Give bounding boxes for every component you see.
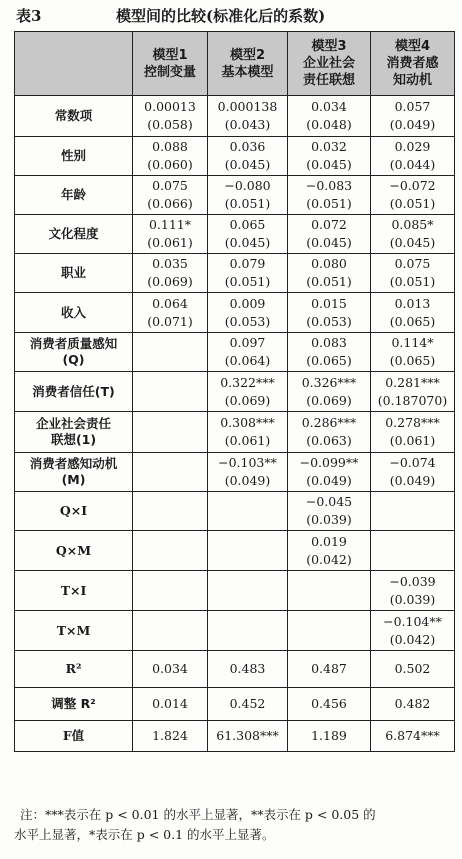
table-cell-model-1 bbox=[133, 254, 208, 293]
row-label bbox=[15, 531, 133, 571]
coefficient: 0.097 bbox=[229, 335, 266, 350]
row-label bbox=[15, 453, 133, 492]
row-label-text-cont: (Q) bbox=[62, 352, 85, 367]
coefficient: 0.322*** bbox=[220, 374, 275, 390]
row-label-text: 收入 bbox=[60, 304, 86, 320]
standard-error: (0.069) bbox=[224, 392, 271, 408]
table-cell-model-4 bbox=[371, 721, 455, 752]
table-cell-model-4 bbox=[371, 293, 455, 333]
table-note bbox=[14, 805, 454, 845]
table-cell-model-4 bbox=[371, 333, 455, 372]
table-cell-model-1 bbox=[133, 293, 208, 333]
coefficient: 0.080 bbox=[311, 256, 347, 271]
coefficient: 0.035 bbox=[152, 256, 188, 271]
table-row-t-x-i bbox=[15, 571, 455, 611]
row-label-text: 年龄 bbox=[60, 187, 86, 202]
coefficient: 1.824 bbox=[152, 728, 188, 743]
coefficient: 0.456 bbox=[311, 696, 347, 711]
table-cell-model-2 bbox=[208, 137, 288, 176]
row-label bbox=[15, 651, 133, 688]
row-label-text: 消费者感知动机 bbox=[29, 456, 118, 471]
model-name: 模型4 bbox=[394, 39, 431, 54]
standard-error: (0.071) bbox=[147, 313, 193, 329]
table-cell-model-2 bbox=[208, 215, 288, 254]
coefficient: 0.286*** bbox=[301, 415, 357, 430]
coefficient: 0.482 bbox=[394, 696, 431, 711]
row-label bbox=[15, 372, 133, 412]
table-cell-model-3 bbox=[288, 688, 371, 721]
row-label bbox=[15, 333, 133, 372]
table-row-income bbox=[15, 293, 455, 333]
coefficient: 0.034 bbox=[152, 661, 188, 676]
table-title: 模型间的比较(标准化后的系数) bbox=[116, 7, 326, 25]
table-cell-model-2 bbox=[208, 531, 288, 571]
table-cell-model-2 bbox=[208, 453, 288, 492]
row-label-text: 常数项 bbox=[54, 108, 93, 123]
row-label-text: R² bbox=[65, 661, 82, 676]
table-row-q-x-m bbox=[15, 531, 455, 571]
row-label-text-cont: 联想(1) bbox=[50, 432, 97, 447]
row-label-text: 消费者信任(T) bbox=[32, 383, 115, 399]
coefficient: 0.000138 bbox=[217, 99, 278, 114]
table-cell-model-4 bbox=[371, 688, 455, 721]
standard-error: (0.065) bbox=[389, 353, 436, 368]
standard-error: (0.043) bbox=[224, 117, 271, 132]
table-row-adjusted-r-squared bbox=[15, 688, 455, 721]
table-row-r-squared bbox=[15, 651, 455, 688]
table-cell-model-1 bbox=[133, 688, 208, 721]
row-label-text: 职业 bbox=[60, 265, 86, 280]
table-body bbox=[15, 96, 455, 752]
table-cell-model-1 bbox=[133, 611, 208, 651]
note-line-2: 水平上显著，*表示在 p < 0.1 的水平上显著。 bbox=[14, 827, 275, 842]
standard-error: (0.051) bbox=[306, 274, 352, 289]
coefficient: 0.064 bbox=[152, 295, 188, 311]
table-cell-model-1 bbox=[133, 651, 208, 688]
coefficient: −0.080 bbox=[224, 178, 271, 193]
header-model-2 bbox=[208, 32, 288, 96]
table-row-f-value bbox=[15, 721, 455, 752]
model-desc: 控制变量 bbox=[143, 64, 196, 80]
header-corner bbox=[15, 32, 133, 96]
standard-error: (0.039) bbox=[306, 512, 352, 527]
standard-error: (0.061) bbox=[147, 235, 193, 250]
standard-error: (0.053) bbox=[224, 313, 271, 329]
coefficient: 0.032 bbox=[311, 139, 347, 154]
standard-error: (0.051) bbox=[224, 196, 271, 211]
coefficient: 0.114* bbox=[391, 335, 434, 350]
table-cell-model-4 bbox=[371, 453, 455, 492]
row-label-text: T×M bbox=[56, 622, 91, 638]
coefficient: 1.189 bbox=[311, 728, 347, 743]
model-name: 模型2 bbox=[229, 47, 266, 63]
model-comparison-table bbox=[14, 31, 455, 752]
table-row-q-x-i bbox=[15, 492, 455, 531]
coefficient: −0.083 bbox=[305, 178, 353, 193]
row-label bbox=[15, 176, 133, 215]
table-cell-model-2 bbox=[208, 372, 288, 412]
table-cell-model-3 bbox=[288, 453, 371, 492]
row-label bbox=[15, 721, 133, 752]
table-cell-model-4 bbox=[371, 571, 455, 611]
row-label bbox=[15, 254, 133, 293]
table-cell-model-1 bbox=[133, 492, 208, 531]
header-model-4 bbox=[371, 32, 455, 96]
table-cell-model-3 bbox=[288, 333, 371, 372]
row-label bbox=[15, 293, 133, 333]
standard-error: (0.066) bbox=[147, 196, 193, 211]
coefficient: 0.072 bbox=[311, 217, 347, 232]
standard-error: (0.042) bbox=[306, 551, 352, 567]
row-label bbox=[15, 137, 133, 176]
table-number: 表3 bbox=[16, 7, 42, 25]
coefficient: 61.308*** bbox=[216, 728, 279, 743]
coefficient: 0.034 bbox=[311, 99, 347, 114]
coefficient: 0.278*** bbox=[385, 415, 440, 430]
model-name: 模型3 bbox=[311, 39, 347, 54]
standard-error: (0.058) bbox=[147, 117, 193, 132]
standard-error: (0.044) bbox=[389, 157, 436, 172]
table-cell-model-1 bbox=[133, 96, 208, 137]
row-label bbox=[15, 412, 133, 453]
row-label-text: 性别 bbox=[60, 148, 86, 163]
table-cell-model-2 bbox=[208, 333, 288, 372]
table-cell-model-3 bbox=[288, 254, 371, 293]
table-cell-model-1 bbox=[133, 372, 208, 412]
table-cell-model-2 bbox=[208, 96, 288, 137]
model-name: 模型1 bbox=[152, 47, 188, 63]
row-label bbox=[15, 96, 133, 137]
table-cell-model-3 bbox=[288, 215, 371, 254]
standard-error: (0.053) bbox=[306, 313, 352, 329]
table-row-gender bbox=[15, 137, 455, 176]
row-label-text: 消费者质量感知 bbox=[29, 336, 118, 351]
table-cell-model-4 bbox=[371, 651, 455, 688]
standard-error: (0.042) bbox=[389, 631, 436, 647]
coefficient: 0.281*** bbox=[385, 374, 440, 390]
coefficient: 0.013 bbox=[394, 295, 431, 311]
table-cell-model-3 bbox=[288, 492, 371, 531]
standard-error: (0.039) bbox=[389, 591, 436, 607]
row-label bbox=[15, 571, 133, 611]
table-cell-model-1 bbox=[133, 333, 208, 372]
table-row-csr-association bbox=[15, 412, 455, 453]
coefficient: 0.308*** bbox=[220, 415, 275, 430]
table-row-perceived-motive bbox=[15, 453, 455, 492]
table-cell-model-4 bbox=[371, 254, 455, 293]
table-cell-model-3 bbox=[288, 137, 371, 176]
table-cell-model-4 bbox=[371, 96, 455, 137]
table-cell-model-3 bbox=[288, 651, 371, 688]
coefficient: −0.039 bbox=[389, 573, 436, 589]
standard-error: (0.049) bbox=[389, 473, 436, 488]
standard-error: (0.061) bbox=[389, 433, 436, 448]
table-cell-model-4 bbox=[371, 531, 455, 571]
standard-error: (0.061) bbox=[224, 433, 271, 448]
model-desc: 基本模型 bbox=[221, 64, 274, 80]
table-cell-model-3 bbox=[288, 571, 371, 611]
coefficient: 0.065 bbox=[229, 217, 266, 232]
coefficient: 0.075 bbox=[152, 178, 188, 193]
row-label bbox=[15, 492, 133, 531]
standard-error: (0.051) bbox=[306, 196, 352, 211]
table-row-trust bbox=[15, 372, 455, 412]
table-cell-model-2 bbox=[208, 571, 288, 611]
table-row-education bbox=[15, 215, 455, 254]
standard-error: (0.045) bbox=[224, 235, 271, 250]
header-model-1 bbox=[133, 32, 208, 96]
coefficient: 0.019 bbox=[311, 533, 347, 549]
standard-error: (0.045) bbox=[306, 157, 352, 172]
coefficient: 0.326*** bbox=[301, 374, 357, 390]
standard-error: (0.051) bbox=[224, 274, 271, 289]
coefficient: −0.074 bbox=[389, 455, 436, 470]
table-cell-model-1 bbox=[133, 571, 208, 611]
standard-error: (0.069) bbox=[147, 274, 193, 289]
table-cell-model-1 bbox=[133, 721, 208, 752]
row-label-text: T×I bbox=[60, 582, 87, 598]
table-cell-model-2 bbox=[208, 721, 288, 752]
table-cell-model-3 bbox=[288, 372, 371, 412]
table-row-occupation bbox=[15, 254, 455, 293]
standard-error: (0.045) bbox=[224, 157, 271, 172]
table-cell-model-2 bbox=[208, 492, 288, 531]
table-cell-model-1 bbox=[133, 453, 208, 492]
row-label bbox=[15, 688, 133, 721]
table-cell-model-1 bbox=[133, 412, 208, 453]
standard-error: (0.051) bbox=[389, 274, 436, 289]
row-label-text: 企业社会责任 bbox=[35, 416, 111, 431]
row-label bbox=[15, 215, 133, 254]
table-cell-model-2 bbox=[208, 293, 288, 333]
table-cell-model-2 bbox=[208, 254, 288, 293]
model-desc-cont: 知动机 bbox=[392, 73, 432, 88]
coefficient: −0.045 bbox=[305, 494, 353, 509]
standard-error: (0.049) bbox=[306, 473, 352, 488]
coefficient: 0.015 bbox=[311, 295, 347, 311]
table-cell-model-4 bbox=[371, 137, 455, 176]
table-cell-model-2 bbox=[208, 611, 288, 651]
coefficient: 0.487 bbox=[311, 661, 347, 676]
table-cell-model-1 bbox=[133, 137, 208, 176]
table-cell-model-3 bbox=[288, 721, 371, 752]
table-cell-model-4 bbox=[371, 611, 455, 651]
row-label-text-cont: (M) bbox=[61, 472, 86, 487]
table-cell-model-1 bbox=[133, 531, 208, 571]
standard-error: (0.063) bbox=[306, 433, 352, 448]
table-cell-model-3 bbox=[288, 531, 371, 571]
coefficient: 0.079 bbox=[229, 256, 266, 271]
coefficient: 0.00013 bbox=[144, 99, 196, 114]
table-cell-model-4 bbox=[371, 412, 455, 453]
standard-error: (0.060) bbox=[147, 157, 193, 172]
coefficient: 0.014 bbox=[152, 696, 188, 711]
model-desc: 消费者感 bbox=[386, 56, 439, 71]
coefficient: −0.103** bbox=[218, 455, 277, 470]
coefficient: 0.483 bbox=[229, 661, 266, 676]
table-cell-model-4 bbox=[371, 492, 455, 531]
table-cell-model-2 bbox=[208, 651, 288, 688]
coefficient: 0.502 bbox=[394, 661, 431, 676]
coefficient: 0.057 bbox=[394, 99, 431, 114]
table-row-quality-perception bbox=[15, 333, 455, 372]
row-label-text: Q×M bbox=[55, 542, 92, 558]
standard-error: (0.069) bbox=[306, 392, 352, 408]
header-model-3 bbox=[288, 32, 371, 96]
coefficient: 0.088 bbox=[152, 139, 188, 154]
table-cell-model-1 bbox=[133, 176, 208, 215]
standard-error: (0.045) bbox=[389, 235, 436, 250]
coefficient: −0.104** bbox=[383, 613, 442, 629]
coefficient: −0.072 bbox=[389, 178, 436, 193]
coefficient: 0.085* bbox=[391, 217, 434, 232]
standard-error: (0.048) bbox=[306, 117, 352, 132]
coefficient: 0.075 bbox=[394, 256, 431, 271]
row-label-text: 文化程度 bbox=[48, 226, 99, 241]
table-cell-model-4 bbox=[371, 215, 455, 254]
table-cell-model-4 bbox=[371, 176, 455, 215]
standard-error: (0.049) bbox=[224, 473, 271, 488]
standard-error: (0.049) bbox=[389, 117, 436, 132]
table-cell-model-1 bbox=[133, 215, 208, 254]
coefficient: 6.874*** bbox=[385, 728, 440, 743]
coefficient: 0.029 bbox=[394, 139, 431, 154]
row-label-text: F值 bbox=[62, 728, 85, 743]
coefficient: 0.036 bbox=[229, 139, 266, 154]
table-cell-model-2 bbox=[208, 412, 288, 453]
standard-error: (0.051) bbox=[389, 196, 436, 211]
coefficient: 0.111* bbox=[148, 217, 192, 232]
model-desc: 企业社会 bbox=[302, 56, 355, 71]
table-cell-model-2 bbox=[208, 688, 288, 721]
table-cell-model-4 bbox=[371, 372, 455, 412]
table-cell-model-2 bbox=[208, 176, 288, 215]
coefficient: −0.099** bbox=[299, 455, 359, 470]
row-label-text: Q×I bbox=[59, 503, 88, 518]
table-cell-model-3 bbox=[288, 611, 371, 651]
standard-error: (0.045) bbox=[306, 235, 352, 250]
model-desc-cont: 责任联想 bbox=[302, 73, 355, 88]
row-label-text: 调整 R² bbox=[51, 696, 96, 711]
table-caption bbox=[14, 5, 454, 27]
table-header bbox=[15, 32, 455, 96]
note-line-1: 注：***表示在 p < 0.01 的水平上显著，**表示在 p < 0.05 的 bbox=[20, 807, 376, 822]
table-row-t-x-m bbox=[15, 611, 455, 651]
table-cell-model-3 bbox=[288, 96, 371, 137]
standard-error: (0.065) bbox=[306, 353, 352, 368]
standard-error: (0.064) bbox=[224, 353, 271, 368]
row-label bbox=[15, 611, 133, 651]
table-cell-model-3 bbox=[288, 412, 371, 453]
standard-error: (0.187070) bbox=[377, 392, 448, 408]
coefficient: 0.009 bbox=[229, 295, 266, 311]
table-cell-model-3 bbox=[288, 176, 371, 215]
coefficient: 0.452 bbox=[229, 696, 266, 711]
table-row-constant bbox=[15, 96, 455, 137]
table-row-age bbox=[15, 176, 455, 215]
standard-error: (0.065) bbox=[389, 313, 436, 329]
table-cell-model-3 bbox=[288, 293, 371, 333]
coefficient: 0.083 bbox=[311, 335, 347, 350]
